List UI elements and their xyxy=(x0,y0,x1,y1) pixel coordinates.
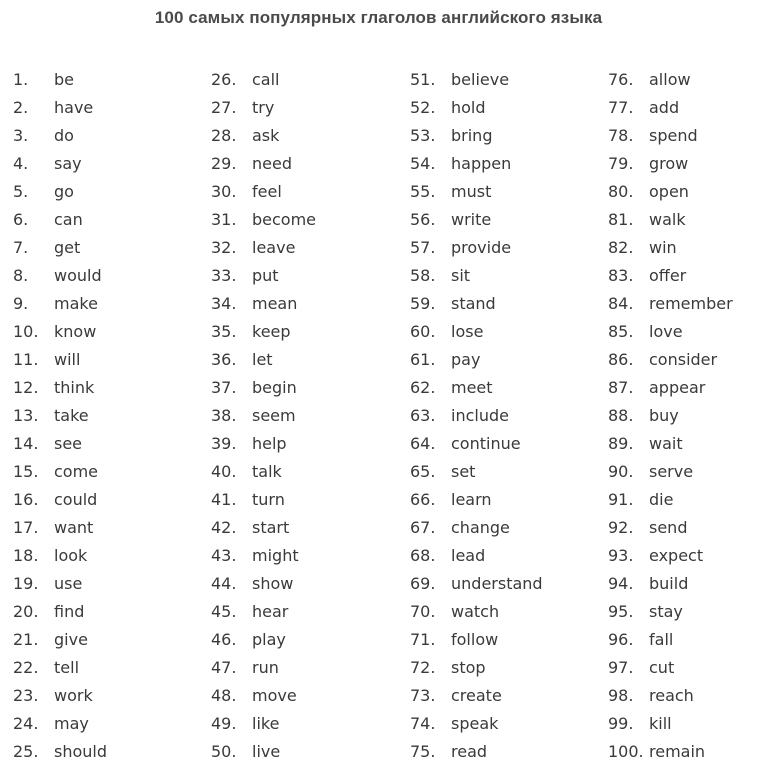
verb-word: see xyxy=(54,434,83,453)
item-number: 56. xyxy=(410,210,436,229)
verb-word: serve xyxy=(649,462,694,481)
item-number: 78. xyxy=(608,126,634,145)
verb-word: like xyxy=(252,714,280,733)
item-number: 21. xyxy=(13,630,39,649)
item-number: 82. xyxy=(608,238,634,257)
verb-word: write xyxy=(451,210,492,229)
item-number: 68. xyxy=(410,546,436,565)
item-number: 54. xyxy=(410,154,436,173)
verb-word: know xyxy=(54,322,97,341)
verb-word: wait xyxy=(649,434,683,453)
item-number: 79. xyxy=(608,154,634,173)
item-number: 48. xyxy=(211,686,237,705)
verb-word: think xyxy=(54,378,95,397)
item-number: 27. xyxy=(211,98,237,117)
verb-word: kill xyxy=(649,714,672,733)
verb-word: let xyxy=(252,350,273,369)
verb-word: can xyxy=(54,210,83,229)
verb-word: have xyxy=(54,98,94,117)
verb-word: fall xyxy=(649,630,674,649)
verb-word: look xyxy=(54,546,88,565)
item-number: 15. xyxy=(13,462,39,481)
item-number: 87. xyxy=(608,378,634,397)
item-number: 66. xyxy=(410,490,436,509)
verb-word: appear xyxy=(649,378,706,397)
verb-word: use xyxy=(54,574,83,593)
verb-word: stay xyxy=(649,602,683,621)
item-number: 43. xyxy=(211,546,237,565)
verb-word: change xyxy=(451,518,510,537)
verb-word: hear xyxy=(252,602,289,621)
verb-word: help xyxy=(252,434,287,453)
item-number: 61. xyxy=(410,350,436,369)
item-number: 71. xyxy=(410,630,436,649)
verb-word: work xyxy=(54,686,93,705)
verb-word: continue xyxy=(451,434,521,453)
verb-word: bring xyxy=(451,126,493,145)
verb-word: spend xyxy=(649,126,698,145)
verb-word: stand xyxy=(451,294,496,313)
item-number: 25. xyxy=(13,742,39,761)
verb-word: mean xyxy=(252,294,298,313)
verb-word: do xyxy=(54,126,74,145)
verb-word: call xyxy=(252,70,280,89)
item-number: 92. xyxy=(608,518,634,537)
verb-word: open xyxy=(649,182,689,201)
verb-word: give xyxy=(54,630,88,649)
verb-word: would xyxy=(54,266,102,285)
verb-word: cut xyxy=(649,658,675,677)
verb-word: buy xyxy=(649,406,679,425)
verb-word: meet xyxy=(451,378,493,397)
item-number: 52. xyxy=(410,98,436,117)
item-number: 67. xyxy=(410,518,436,537)
verb-word: leave xyxy=(252,238,296,257)
item-number: 31. xyxy=(211,210,237,229)
item-number: 57. xyxy=(410,238,436,257)
item-number: 75. xyxy=(410,742,436,761)
item-number: 46. xyxy=(211,630,237,649)
verb-word: die xyxy=(649,490,674,509)
verb-word: consider xyxy=(649,350,718,369)
verb-word: play xyxy=(252,630,286,649)
verb-word: put xyxy=(252,266,279,285)
verb-word: should xyxy=(54,742,108,761)
verb-word: build xyxy=(649,574,689,593)
item-number: 96. xyxy=(608,630,634,649)
verb-word: watch xyxy=(451,602,500,621)
verb-word: create xyxy=(451,686,502,705)
item-number: 10. xyxy=(13,322,39,341)
verb-word: start xyxy=(252,518,290,537)
verb-word: stop xyxy=(451,658,486,677)
verb-word: find xyxy=(54,602,85,621)
verb-word: begin xyxy=(252,378,297,397)
verb-word: run xyxy=(252,658,279,677)
verb-word: add xyxy=(649,98,680,117)
item-number: 23. xyxy=(13,686,39,705)
verb-word: speak xyxy=(451,714,499,733)
verb-word: ask xyxy=(252,126,280,145)
item-number: 84. xyxy=(608,294,634,313)
item-number: 70. xyxy=(410,602,436,621)
item-number: 12. xyxy=(13,378,39,397)
verb-word: take xyxy=(54,406,89,425)
item-number: 24. xyxy=(13,714,39,733)
verb-word: need xyxy=(252,154,292,173)
verb-word: live xyxy=(252,742,281,761)
verb-word: lead xyxy=(451,546,486,565)
item-number: 97. xyxy=(608,658,634,677)
item-number: 6. xyxy=(13,210,29,229)
item-number: 49. xyxy=(211,714,237,733)
item-number: 7. xyxy=(13,238,29,257)
item-number: 20. xyxy=(13,602,39,621)
verb-word: come xyxy=(54,462,99,481)
item-number: 13. xyxy=(13,406,39,425)
verb-word: walk xyxy=(649,210,686,229)
verb-word: reach xyxy=(649,686,694,705)
item-number: 99. xyxy=(608,714,634,733)
item-number: 40. xyxy=(211,462,237,481)
item-number: 64. xyxy=(410,434,436,453)
item-number: 41. xyxy=(211,490,237,509)
verb-word: remember xyxy=(649,294,733,313)
verb-word: pay xyxy=(451,350,481,369)
item-number: 81. xyxy=(608,210,634,229)
verb-word: get xyxy=(54,238,81,257)
item-number: 77. xyxy=(608,98,634,117)
verb-word: become xyxy=(252,210,317,229)
item-number: 59. xyxy=(410,294,436,313)
item-number: 19. xyxy=(13,574,39,593)
item-number: 60. xyxy=(410,322,436,341)
item-number: 95. xyxy=(608,602,634,621)
item-number: 91. xyxy=(608,490,634,509)
item-number: 16. xyxy=(13,490,39,509)
verb-word: say xyxy=(54,154,82,173)
item-number: 45. xyxy=(211,602,237,621)
verb-word: sit xyxy=(451,266,471,285)
verb-word: must xyxy=(451,182,492,201)
verb-word: expect xyxy=(649,546,704,565)
verb-word: could xyxy=(54,490,98,509)
verb-word: may xyxy=(54,714,89,733)
item-number: 90. xyxy=(608,462,634,481)
item-number: 100. xyxy=(608,742,644,761)
item-number: 5. xyxy=(13,182,29,201)
item-number: 98. xyxy=(608,686,634,705)
verb-word: understand xyxy=(451,574,543,593)
item-number: 69. xyxy=(410,574,436,593)
item-number: 58. xyxy=(410,266,436,285)
verb-word: set xyxy=(451,462,476,481)
item-number: 62. xyxy=(410,378,436,397)
item-number: 29. xyxy=(211,154,237,173)
item-number: 51. xyxy=(410,70,436,89)
item-number: 74. xyxy=(410,714,436,733)
verb-word: make xyxy=(54,294,98,313)
verb-word: send xyxy=(649,518,688,537)
item-number: 44. xyxy=(211,574,237,593)
item-number: 94. xyxy=(608,574,634,593)
item-number: 14. xyxy=(13,434,39,453)
verb-word: follow xyxy=(451,630,499,649)
item-number: 9. xyxy=(13,294,29,313)
verb-word: grow xyxy=(649,154,689,173)
verb-word: love xyxy=(649,322,683,341)
verb-word: happen xyxy=(451,154,512,173)
verb-word: go xyxy=(54,182,74,201)
item-number: 88. xyxy=(608,406,634,425)
verb-word: show xyxy=(252,574,294,593)
item-number: 37. xyxy=(211,378,237,397)
item-number: 17. xyxy=(13,518,39,537)
item-number: 76. xyxy=(608,70,634,89)
item-number: 93. xyxy=(608,546,634,565)
item-number: 11. xyxy=(13,350,39,369)
verb-word: include xyxy=(451,406,509,425)
verb-word: keep xyxy=(252,322,291,341)
verb-word: be xyxy=(54,70,74,89)
item-number: 50. xyxy=(211,742,237,761)
item-number: 73. xyxy=(410,686,436,705)
item-number: 28. xyxy=(211,126,237,145)
verb-word: offer xyxy=(649,266,687,285)
item-number: 1. xyxy=(13,70,29,89)
item-number: 85. xyxy=(608,322,634,341)
verb-word: turn xyxy=(252,490,285,509)
verb-word: want xyxy=(54,518,94,537)
item-number: 36. xyxy=(211,350,237,369)
verb-word: lose xyxy=(451,322,484,341)
item-number: 42. xyxy=(211,518,237,537)
verb-word: seem xyxy=(252,406,296,425)
item-number: 8. xyxy=(13,266,29,285)
verb-word: hold xyxy=(451,98,486,117)
verb-word: might xyxy=(252,546,299,565)
verb-word: feel xyxy=(252,182,282,201)
item-number: 34. xyxy=(211,294,237,313)
item-number: 65. xyxy=(410,462,436,481)
item-number: 32. xyxy=(211,238,237,257)
item-number: 83. xyxy=(608,266,634,285)
item-number: 26. xyxy=(211,70,237,89)
page-title: 100 самых популярных глаголов английского языка xyxy=(154,8,603,27)
item-number: 63. xyxy=(410,406,436,425)
item-number: 39. xyxy=(211,434,237,453)
item-number: 30. xyxy=(211,182,237,201)
verb-word: win xyxy=(649,238,677,257)
verb-word: learn xyxy=(451,490,492,509)
item-number: 22. xyxy=(13,658,39,677)
item-number: 3. xyxy=(13,126,29,145)
verb-word: believe xyxy=(451,70,510,89)
verb-word: allow xyxy=(649,70,691,89)
item-number: 47. xyxy=(211,658,237,677)
item-number: 72. xyxy=(410,658,436,677)
verb-word: tell xyxy=(54,658,80,677)
item-number: 35. xyxy=(211,322,237,341)
item-number: 80. xyxy=(608,182,634,201)
item-number: 4. xyxy=(13,154,29,173)
verb-word: move xyxy=(252,686,297,705)
item-number: 2. xyxy=(13,98,29,117)
verb-word: read xyxy=(451,742,488,761)
item-number: 33. xyxy=(211,266,237,285)
item-number: 89. xyxy=(608,434,634,453)
item-number: 53. xyxy=(410,126,436,145)
verb-word: provide xyxy=(451,238,512,257)
verb-word: remain xyxy=(649,742,706,761)
verb-word: try xyxy=(252,98,275,117)
verb-word: talk xyxy=(252,462,282,481)
item-number: 18. xyxy=(13,546,39,565)
item-number: 86. xyxy=(608,350,634,369)
item-number: 55. xyxy=(410,182,436,201)
verb-word: will xyxy=(54,350,81,369)
item-number: 38. xyxy=(211,406,237,425)
